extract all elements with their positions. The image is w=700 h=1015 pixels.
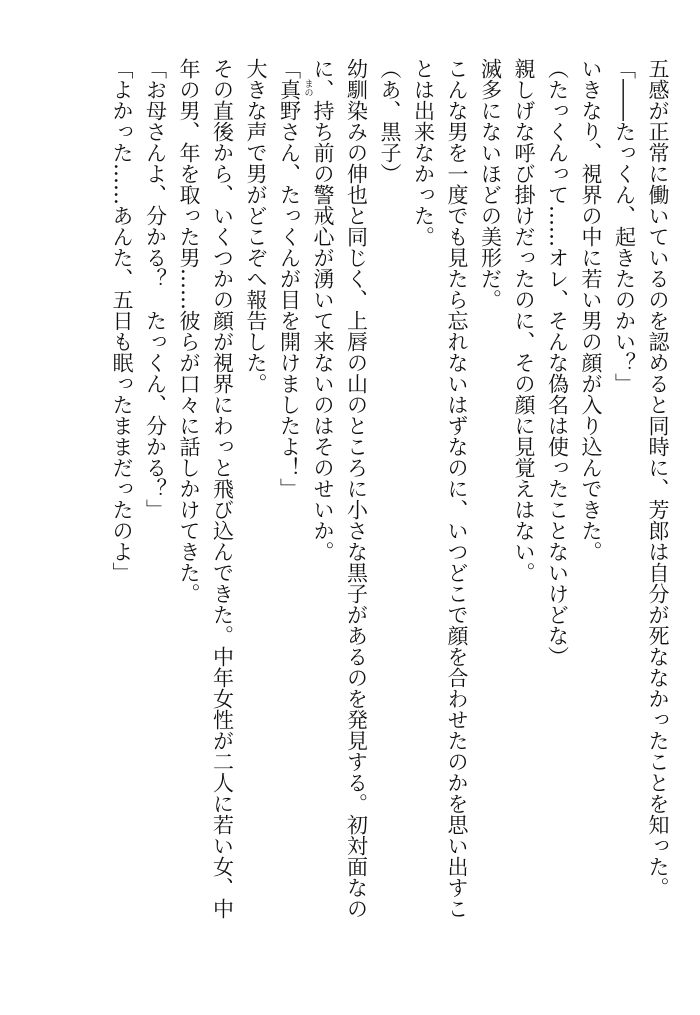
text-line: 「――たっくん、起きたのかい？」 xyxy=(612,58,637,394)
text-line: 五感が正常に働いているのを認めると同時に、芳郎は自分が死ななかったことを知った。 xyxy=(646,58,670,898)
vertical-text-body xyxy=(105,58,675,988)
text-line: （たっくんって……オレ、そんな偽名は使ったことないけどな） xyxy=(545,58,570,667)
text-line: その直後から、いくつかの顔が視界にわっと飛び込んできた。中年女性が二人に若い女、中 xyxy=(210,58,235,919)
text-line: 「お母さんよ、分かる？ たっくん、分かる？」 xyxy=(143,58,168,520)
text-line: 年の男、年を取った男……彼らが口々に話しかけてきた。 xyxy=(177,58,201,604)
ruby-base-text: 真野 xyxy=(277,79,302,121)
text-line: 幼馴染みの伸也と同じく、上唇の山のところに小さな黒子があるのを発見する。初対面なの xyxy=(344,58,369,919)
text-line: とは出来なかった。 xyxy=(411,58,436,247)
text-line: に、持ち前の警戒心が湧いて来ないのはそのせいか。 xyxy=(311,58,335,562)
text-line: （あ、黒子） xyxy=(378,58,402,184)
text-line: 「よかった……あんた、五日も眠ったままだったのよ」 xyxy=(110,58,134,583)
ruby-line-rest: さん、たっくんが目を開けましたよ！」 xyxy=(277,121,302,499)
ruby-line-open: 「 xyxy=(277,58,302,79)
text-line: いきなり、視界の中に若い男の顔が入り込んできた。 xyxy=(579,58,603,562)
ruby-base-name xyxy=(277,79,313,121)
text-line: 親しげな呼び掛けだったのに、その顔に見覚えはない。 xyxy=(512,58,536,583)
text-line: 滅多にないほどの美形だ。 xyxy=(478,58,503,310)
text-line: 大きな声で男がどこぞへ報告した。 xyxy=(244,58,268,394)
text-line: こんな男を一度でも見たら忘れないはずなのに、いつどこで顔を合わせたのかを思い出すこ xyxy=(445,58,469,919)
text-line-with-ruby xyxy=(272,58,313,988)
ruby-annotation: まの xyxy=(302,79,313,97)
